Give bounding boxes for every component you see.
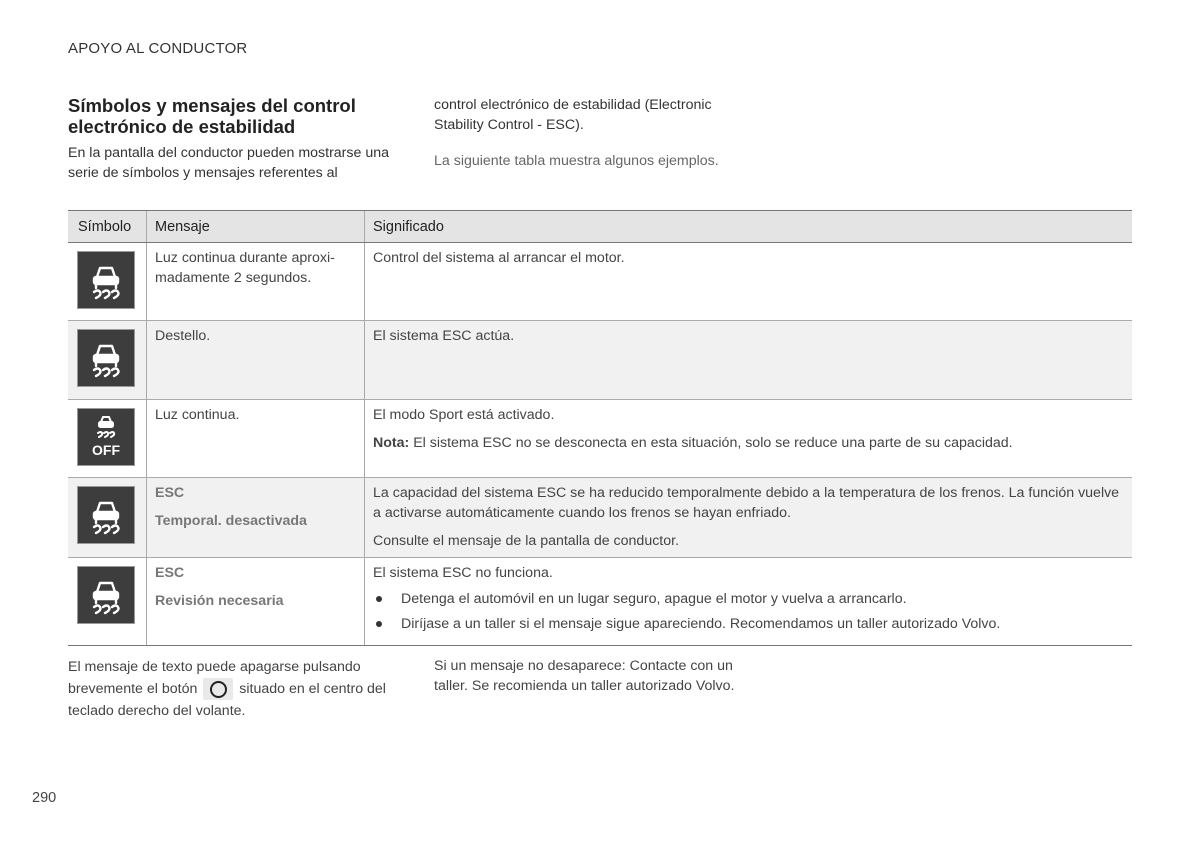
footer-note-left	[68, 656, 398, 722]
symbol-cell	[68, 558, 147, 646]
meaning-text: El sistema ESC no funciona.	[373, 565, 553, 581]
message-cell	[147, 558, 365, 646]
message-cell: Destello.	[147, 321, 365, 400]
esc-symbols-table	[68, 210, 1132, 646]
list-item: Diríjase a un taller si el mensaje sigue apareciendo. Recomendamos un taller autorizado Volvo.	[373, 614, 1124, 634]
section-title	[68, 95, 398, 137]
message-title: ESC	[155, 565, 185, 581]
message-cell: Luz continua.	[147, 400, 365, 478]
steering-wheel-o-button-icon	[203, 678, 233, 700]
off-label: OFF	[92, 442, 120, 458]
intro-column-left	[68, 95, 398, 183]
message-title: ESC	[155, 485, 185, 501]
footer-note-right: Si un mensaje no desaparece: Contacte con un taller. Se recomienda un taller autorizado Volvo.	[434, 658, 735, 694]
meaning-text-2: Consulte el mensaje de la pantalla de conductor.	[373, 533, 680, 549]
esc-skid-icon	[77, 486, 135, 544]
message-subtitle: Revisión necesaria	[155, 593, 284, 609]
message-cell	[147, 243, 365, 321]
list-item: Detenga el automóvil en un lugar seguro, apague el motor y vuelva a arrancarlo.	[373, 589, 1124, 609]
table-row	[68, 558, 1132, 646]
meaning-cell	[365, 558, 1133, 646]
col-header-message: Mensaje	[147, 211, 365, 243]
esc-skid-icon	[77, 566, 135, 624]
page-number: 290	[32, 790, 57, 806]
symbol-cell	[68, 478, 147, 558]
symbol-cell	[68, 400, 147, 478]
esc-off-icon	[77, 408, 135, 466]
note	[373, 433, 1124, 453]
symbol-cell	[68, 243, 147, 321]
meaning-cell: Control del sistema al arrancar el motor.	[365, 243, 1133, 321]
message-cell	[147, 478, 365, 558]
table-row	[68, 400, 1132, 478]
table-row	[68, 243, 1132, 321]
intro-paragraph: En la pantalla del conductor pueden mostrarse una serie de símbolos y mensajes referentes al	[68, 145, 390, 181]
footer-left-text-b: situado en el centro del teclado derecho del volante.	[68, 681, 386, 720]
note-label: Nota:	[373, 435, 410, 451]
section-title-line1: Símbolos y mensajes del control	[68, 95, 356, 116]
meaning-text: El modo Sport está activado.	[373, 407, 555, 423]
intro-column-right	[434, 95, 764, 171]
table-row	[68, 321, 1132, 400]
meaning-cell	[365, 400, 1133, 478]
table-intro: La siguiente tabla muestra algunos ejemplos.	[434, 153, 719, 169]
col-header-symbol: Símbolo	[68, 211, 147, 243]
note-text: El sistema ESC no se desconecta en esta situación, solo se reduce una parte de su capacidad.	[409, 435, 1013, 451]
meaning-cell: El sistema ESC actúa.	[365, 321, 1133, 400]
meaning-cell	[365, 478, 1133, 558]
col-header-meaning: Significado	[365, 211, 1133, 243]
esc-skid-icon	[77, 329, 135, 387]
symbol-cell	[68, 321, 147, 400]
table-header-row	[68, 211, 1132, 243]
footer-left-text-a: El mensaje de texto puede apagarse pulsando brevemente el botón	[68, 659, 361, 697]
message-line1: Luz continua durante aproxi-	[155, 250, 335, 266]
section-title-line2: electrónico de estabilidad	[68, 116, 296, 137]
intro-continuation: control electrónico de estabilidad (Electronic Stability Control - ESC).	[434, 97, 712, 133]
message-line2: madamente 2 segundos.	[155, 270, 312, 286]
table-row	[68, 478, 1132, 558]
message-subtitle: Temporal. desactivada	[155, 513, 307, 529]
esc-skid-icon	[77, 251, 135, 309]
bullet-list	[373, 589, 1124, 634]
meaning-text: La capacidad del sistema ESC se ha reducido temporalmente debido a la temperatura de los frenos. La función vuelve a activarse automáticamente cuando los frenos se hayan enfriado.	[373, 485, 1120, 521]
running-header: APOYO AL CONDUCTOR	[68, 40, 248, 57]
